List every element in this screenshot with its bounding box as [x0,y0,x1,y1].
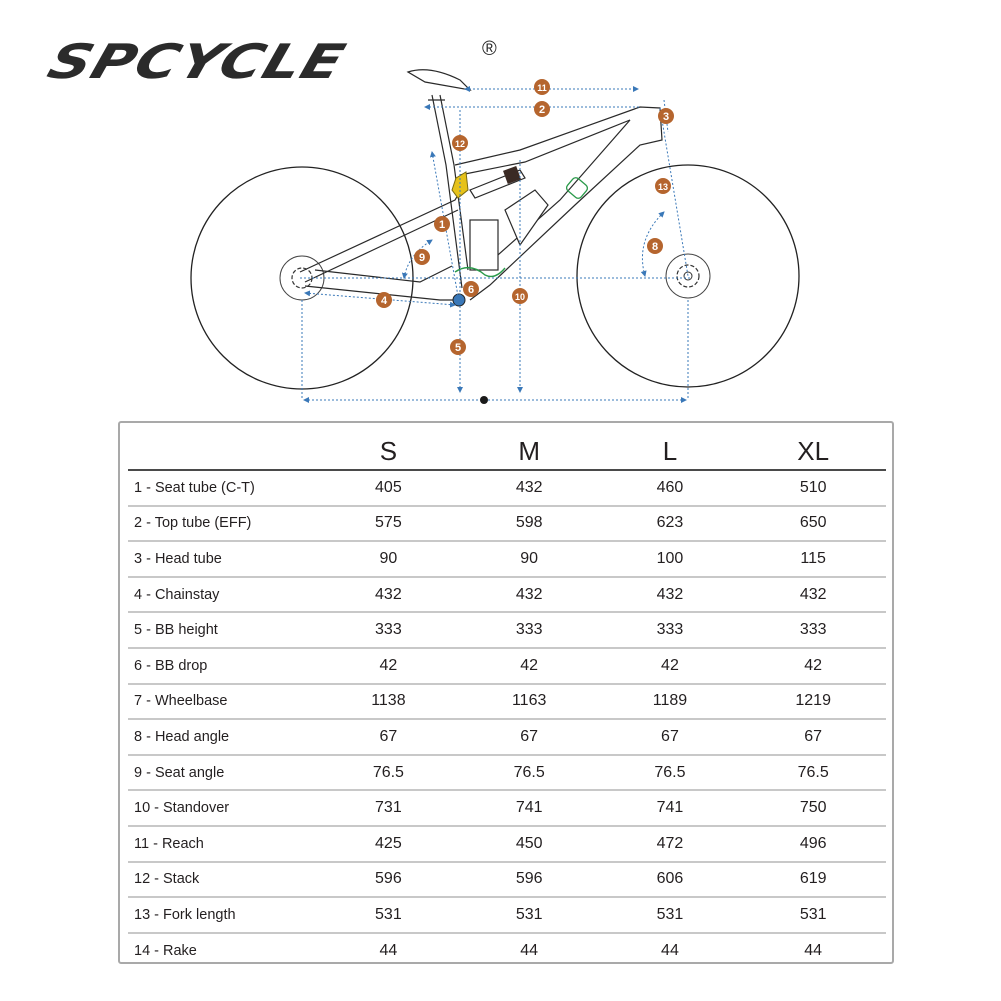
cell-s: 596 [318,862,459,898]
cell-s: 1138 [318,684,459,720]
cell-l: 741 [600,790,741,826]
cell-xl: 650 [740,506,886,542]
cell-m: 76.5 [459,755,600,791]
table-row [128,541,886,577]
cell-m: 42 [459,648,600,684]
table-row [128,506,886,542]
cell-m: 596 [459,862,600,898]
cell-l: 1189 [600,684,741,720]
cell-s: 432 [318,577,459,613]
cell-s: 531 [318,897,459,933]
cell-xl: 44 [804,942,823,960]
cell-xl: 42 [740,648,886,684]
table-row [128,862,886,898]
table-row [128,933,886,969]
cell-s: 67 [318,719,459,755]
cell-l: 432 [600,577,741,613]
cell-m: 450 [459,826,600,862]
cell-l: 333 [600,612,741,648]
marker-8 [647,238,663,254]
cell-m: 67 [459,719,600,755]
table-row [128,648,886,684]
table-row [128,577,886,613]
table-header-row [128,427,886,470]
geometry-table [128,427,886,968]
cell-xl: 619 [740,862,886,898]
cell-xl: 432 [740,577,886,613]
cell-m: 598 [459,506,600,542]
brand-logo: SPCYCLE [41,33,353,90]
cell-l: 67 [600,719,741,755]
table-row [128,790,886,826]
row-label: 5 - BB height [128,612,318,648]
cell-l: 42 [600,648,741,684]
cell-xl: 496 [740,826,886,862]
cell-m: 44 [520,942,539,960]
cell-xl: 333 [740,612,886,648]
table-row [128,897,886,933]
svg-text:3: 3 [662,111,670,123]
row-label: 13 - Fork length [128,897,318,933]
registered-mark: ® [482,38,497,60]
geometry-table-container [118,421,894,964]
table-row [128,470,886,506]
column-header-m: M [459,427,600,470]
cell-m: 741 [459,790,600,826]
svg-text:2: 2 [538,104,546,116]
cell-l: 531 [600,897,741,933]
cell-m: 531 [459,897,600,933]
cell-l: 606 [600,862,741,898]
marker-2 [534,101,550,117]
table-row [128,755,886,791]
svg-text:13: 13 [657,182,669,192]
cell-s: 575 [318,506,459,542]
cell-xl: 531 [740,897,886,933]
marker-10 [512,288,528,304]
cell-l: 460 [600,470,741,506]
svg-text:10: 10 [514,292,526,302]
cell-m: 432 [459,577,600,613]
cell-m: 432 [459,470,600,506]
cell-s: 333 [318,612,459,648]
row-label: 7 - Wheelbase [128,684,318,720]
cell-s: 731 [318,790,459,826]
cell-s: 44 [379,942,398,960]
row-label: 8 - Head angle [128,719,318,755]
marker-1 [434,216,450,232]
cell-xl: 750 [740,790,886,826]
row-label: 10 - Standover [128,790,318,826]
marker-6 [463,281,479,297]
marker-3 [658,108,674,124]
svg-text:8: 8 [651,241,659,253]
row-label: 2 - Top tube (EFF) [128,506,318,542]
cell-m: 333 [459,612,600,648]
table-row [128,612,886,648]
svg-text:12: 12 [454,139,466,149]
column-header-l: L [600,427,741,470]
cell-l: 623 [600,506,741,542]
marker-7 [480,396,488,404]
cell-l: 100 [600,541,741,577]
cell-l: 76.5 [600,755,741,791]
row-label: 4 - Chainstay [128,577,318,613]
row-label: 11 - Reach [128,826,318,862]
row-label: 9 - Seat angle [128,755,318,791]
cell-xl: 67 [740,719,886,755]
marker-11 [534,79,550,95]
cell-m: 90 [459,541,600,577]
cell-xl: 1219 [740,684,886,720]
svg-text:9: 9 [418,252,426,264]
svg-text:11: 11 [537,83,547,93]
cell-m: 1163 [459,684,600,720]
row-label: 1 - Seat tube (C-T) [128,470,318,506]
column-header-xl: XL [740,427,886,470]
cell-xl: 510 [740,470,886,506]
svg-text:5: 5 [454,342,462,354]
marker-5 [450,339,466,355]
row-label: 3 - Head tube [128,541,318,577]
cell-xl: 115 [740,541,886,577]
row-label: 6 - BB drop [128,648,318,684]
cell-l: 44 [661,942,679,960]
marker-9 [414,249,430,265]
row-label: 12 - Stack [128,862,318,898]
marker-12 [452,135,468,151]
row-label: 14 - Rake [134,943,197,960]
svg-text:6: 6 [467,284,475,296]
column-header-s: S [318,427,459,470]
marker-4 [376,292,392,308]
table-row [128,684,886,720]
cell-s: 405 [318,470,459,506]
marker-13 [655,178,671,194]
svg-text:1: 1 [438,219,446,231]
cell-s: 76.5 [318,755,459,791]
cell-s: 42 [318,648,459,684]
svg-text:4: 4 [380,295,388,307]
cell-s: 90 [318,541,459,577]
table-row [128,719,886,755]
table-row [128,826,886,862]
cell-xl: 76.5 [740,755,886,791]
cell-l: 472 [600,826,741,862]
cell-s: 425 [318,826,459,862]
column-header-label [128,427,318,470]
